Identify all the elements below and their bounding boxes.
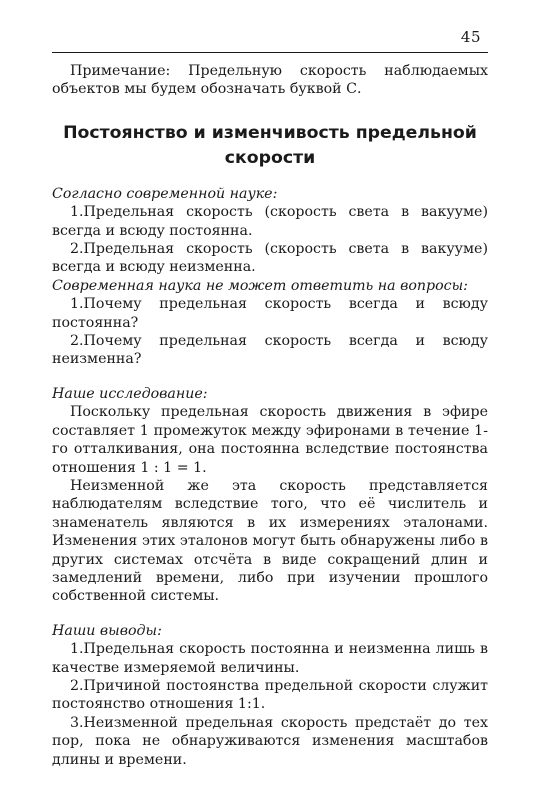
question-2: 2.Почему предельная скорость всегда и всюду неизменна?	[52, 333, 488, 368]
science-label: Согласно современной науке:	[52, 185, 278, 202]
header-rule	[52, 52, 488, 53]
section-title: Постоянство и изменчивость предельной скорости	[63, 122, 477, 168]
conclusion-1: 1.Предельная скорость постоянна и неизменна лишь в качестве измеряемой величины.	[52, 641, 488, 676]
spacer	[52, 369, 488, 385]
research-paragraph-2: Неизменной же эта скорость представляется наблюдателям вследствие того, что её числитель и знаменатель являются в их измерениях эталонами. Изменения этих эталонов могут быть обнаружены либо в других системах отсчёта в виде сокращений длин и замедлений времени, либо при изучении прошлого собственной системы.	[52, 477, 488, 605]
page-number: 45	[460, 28, 481, 46]
conclusions-label: Наши выводы:	[52, 622, 162, 639]
questions-label: Современная наука не может ответить на вопросы:	[52, 277, 468, 294]
science-point-2: 2.Предельная скорость (скорость света в вакууме) всегда и всюду неизменна.	[52, 241, 488, 276]
conclusion-3: 3.Неизменной предельная скорость предстаёт до тех пор, пока не обнаруживаются изменения масштабов длины и времени.	[52, 714, 488, 768]
conclusion-2: 2.Причиной постоянства предельной скорости служит постоянство отношения 1:1.	[52, 677, 488, 713]
science-point-1: 1.Предельная скорость (скорость света в вакууме) всегда и всюду постоянна.	[52, 204, 488, 239]
page-body	[52, 62, 488, 769]
spacer	[52, 606, 488, 622]
research-paragraph-1: Поскольку предельная скорость движения в эфире составляет 1 промежуток между эфиронами в течение 1-го отталкивания, она постоянна вследствие постоянства отношения 1 : 1 = 1.	[52, 404, 488, 476]
question-1: 1.Почему предельная скорость всегда и всюду постоянна?	[52, 296, 488, 331]
note-paragraph: Примечание: Предельную скорость наблюдаемых объектов мы будем обозначать буквой С.	[52, 63, 488, 98]
research-label: Наше исследование:	[52, 385, 208, 402]
